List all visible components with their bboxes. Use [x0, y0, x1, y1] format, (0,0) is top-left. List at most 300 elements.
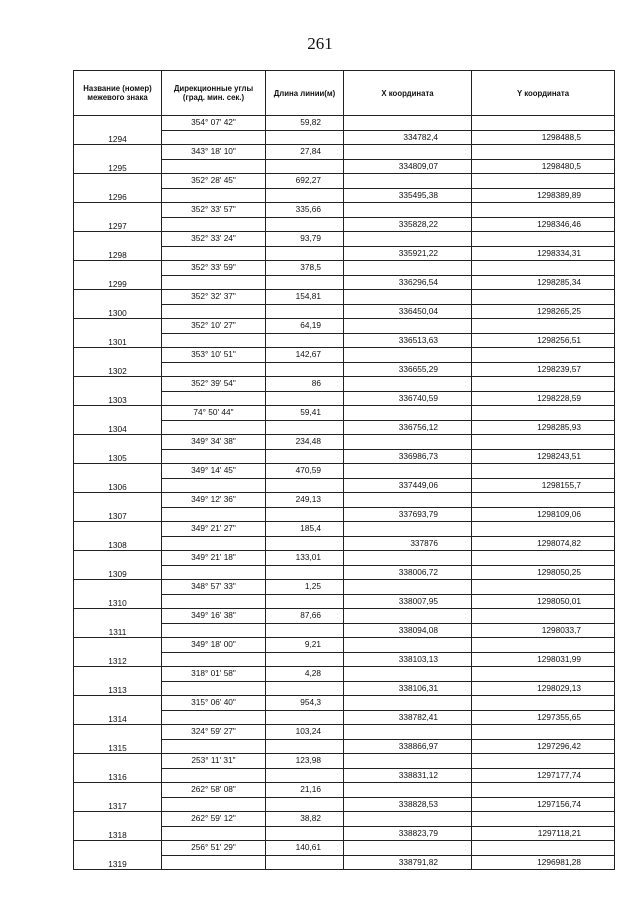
- header-y: Y координата: [472, 71, 615, 116]
- point-length-cell: [266, 855, 344, 870]
- direction-angle: 256° 51' 29": [162, 841, 266, 856]
- segment-name-cell: [74, 638, 162, 653]
- segment-y-cell: [472, 290, 615, 305]
- point-row: [74, 478, 615, 493]
- point-name: 1296: [74, 188, 162, 203]
- point-length-cell: [266, 391, 344, 406]
- point-length-cell: [266, 652, 344, 667]
- point-name: 1300: [74, 304, 162, 319]
- line-length: 378,5: [266, 261, 344, 276]
- direction-angle: 262° 59' 12": [162, 812, 266, 827]
- y-coordinate: 1298285,34: [472, 275, 615, 290]
- segment-row: [74, 174, 615, 189]
- y-coordinate: 1298488,5: [472, 130, 615, 145]
- segment-name-cell: [74, 696, 162, 711]
- y-coordinate: 1298243,51: [472, 449, 615, 464]
- segment-row: [74, 725, 615, 740]
- line-length: 59,82: [266, 116, 344, 131]
- segment-name-cell: [74, 522, 162, 537]
- point-angle-cell: [162, 449, 266, 464]
- direction-angle: 348° 57' 33": [162, 580, 266, 595]
- segment-name-cell: [74, 377, 162, 392]
- x-coordinate: 338782,41: [344, 710, 472, 725]
- page-number: 261: [307, 34, 333, 53]
- segment-y-cell: [472, 377, 615, 392]
- segment-name-cell: [74, 783, 162, 798]
- x-coordinate: 336740,59: [344, 391, 472, 406]
- segment-row: [74, 377, 615, 392]
- point-angle-cell: [162, 304, 266, 319]
- direction-angle: 354° 07' 42": [162, 116, 266, 131]
- point-row: [74, 797, 615, 812]
- point-angle-cell: [162, 652, 266, 667]
- segment-row: [74, 754, 615, 769]
- segment-name-cell: [74, 841, 162, 856]
- x-coordinate: 337693,79: [344, 507, 472, 522]
- direction-angle: 352° 32' 37": [162, 290, 266, 305]
- point-angle-cell: [162, 681, 266, 696]
- point-name: 1305: [74, 449, 162, 464]
- segment-row: [74, 232, 615, 247]
- table-header-row: [74, 71, 615, 116]
- segment-row: [74, 812, 615, 827]
- y-coordinate: 1298256,51: [472, 333, 615, 348]
- y-coordinate: 1298228,59: [472, 391, 615, 406]
- line-length: 86: [266, 377, 344, 392]
- x-coordinate: 334782,4: [344, 130, 472, 145]
- y-coordinate: 1298265,25: [472, 304, 615, 319]
- segment-x-cell: [344, 348, 472, 363]
- segment-x-cell: [344, 435, 472, 450]
- segment-name-cell: [74, 174, 162, 189]
- point-row: [74, 188, 615, 203]
- line-length: 93,79: [266, 232, 344, 247]
- segment-name-cell: [74, 406, 162, 421]
- point-angle-cell: [162, 420, 266, 435]
- segment-x-cell: [344, 290, 472, 305]
- segment-name-cell: [74, 319, 162, 334]
- segment-y-cell: [472, 261, 615, 276]
- point-angle-cell: [162, 536, 266, 551]
- segment-name-cell: [74, 551, 162, 566]
- point-length-cell: [266, 362, 344, 377]
- header-angle: Дирекционные углы (град. мин. сек.): [162, 71, 266, 116]
- x-coordinate: 338106,31: [344, 681, 472, 696]
- segment-row: [74, 406, 615, 421]
- y-coordinate: 1298480,5: [472, 159, 615, 174]
- segment-row: [74, 319, 615, 334]
- segment-x-cell: [344, 261, 472, 276]
- direction-angle: 315° 06' 40": [162, 696, 266, 711]
- segment-x-cell: [344, 551, 472, 566]
- segment-row: [74, 348, 615, 363]
- segment-name-cell: [74, 667, 162, 682]
- point-name: 1315: [74, 739, 162, 754]
- point-angle-cell: [162, 565, 266, 580]
- segment-name-cell: [74, 435, 162, 450]
- point-name: 1311: [74, 623, 162, 638]
- point-row: [74, 449, 615, 464]
- segment-row: [74, 290, 615, 305]
- direction-angle: 324° 59' 27": [162, 725, 266, 740]
- segment-name-cell: [74, 290, 162, 305]
- direction-angle: 352° 33' 24": [162, 232, 266, 247]
- segment-x-cell: [344, 116, 472, 131]
- segment-x-cell: [344, 580, 472, 595]
- segment-y-cell: [472, 609, 615, 624]
- point-length-cell: [266, 275, 344, 290]
- direction-angle: 352° 39' 54": [162, 377, 266, 392]
- point-row: [74, 246, 615, 261]
- point-angle-cell: [162, 710, 266, 725]
- y-coordinate: 1298050,01: [472, 594, 615, 609]
- segment-row: [74, 493, 615, 508]
- x-coordinate: 338866,97: [344, 739, 472, 754]
- segment-x-cell: [344, 754, 472, 769]
- point-angle-cell: [162, 188, 266, 203]
- segment-y-cell: [472, 174, 615, 189]
- y-coordinate: 1298155,7: [472, 478, 615, 493]
- x-coordinate: 335828,22: [344, 217, 472, 232]
- y-coordinate: 1298239,57: [472, 362, 615, 377]
- point-row: [74, 130, 615, 145]
- line-length: 4,28: [266, 667, 344, 682]
- point-row: [74, 826, 615, 841]
- segment-name-cell: [74, 609, 162, 624]
- line-length: 123,98: [266, 754, 344, 769]
- x-coordinate: 337876: [344, 536, 472, 551]
- point-row: [74, 304, 615, 319]
- point-row: [74, 652, 615, 667]
- point-angle-cell: [162, 797, 266, 812]
- line-length: 38,82: [266, 812, 344, 827]
- direction-angle: 74° 50' 44": [162, 406, 266, 421]
- x-coordinate: 336986,73: [344, 449, 472, 464]
- point-name: 1319: [74, 855, 162, 870]
- point-name: 1299: [74, 275, 162, 290]
- point-name: 1309: [74, 565, 162, 580]
- line-length: 335,66: [266, 203, 344, 218]
- segment-row: [74, 261, 615, 276]
- point-name: 1297: [74, 217, 162, 232]
- segment-name-cell: [74, 725, 162, 740]
- point-name: 1301: [74, 333, 162, 348]
- segment-y-cell: [472, 406, 615, 421]
- point-length-cell: [266, 304, 344, 319]
- x-coordinate: 336756,12: [344, 420, 472, 435]
- segment-y-cell: [472, 145, 615, 160]
- header-length: Длина линии(м): [266, 71, 344, 116]
- direction-angle: 318° 01' 58": [162, 667, 266, 682]
- direction-angle: 349° 12' 36": [162, 493, 266, 508]
- segment-y-cell: [472, 696, 615, 711]
- segment-x-cell: [344, 464, 472, 479]
- line-length: 140,61: [266, 841, 344, 856]
- segment-y-cell: [472, 464, 615, 479]
- point-row: [74, 507, 615, 522]
- point-length-cell: [266, 681, 344, 696]
- point-name: 1304: [74, 420, 162, 435]
- direction-angle: 349° 18' 00": [162, 638, 266, 653]
- segment-y-cell: [472, 348, 615, 363]
- direction-angle: 349° 21' 27": [162, 522, 266, 537]
- segment-y-cell: [472, 638, 615, 653]
- y-coordinate: 1298029,13: [472, 681, 615, 696]
- x-coordinate: 334809,07: [344, 159, 472, 174]
- y-coordinate: 1298050,25: [472, 565, 615, 580]
- segment-name-cell: [74, 348, 162, 363]
- line-length: 9,21: [266, 638, 344, 653]
- line-length: 59,41: [266, 406, 344, 421]
- point-angle-cell: [162, 478, 266, 493]
- line-length: 27,84: [266, 145, 344, 160]
- segment-y-cell: [472, 580, 615, 595]
- point-angle-cell: [162, 217, 266, 232]
- point-name: 1312: [74, 652, 162, 667]
- point-name: 1307: [74, 507, 162, 522]
- x-coordinate: 338791,82: [344, 855, 472, 870]
- segment-name-cell: [74, 493, 162, 508]
- point-length-cell: [266, 420, 344, 435]
- line-length: 21,16: [266, 783, 344, 798]
- y-coordinate: 1298074,82: [472, 536, 615, 551]
- y-coordinate: 1298346,46: [472, 217, 615, 232]
- point-name: 1316: [74, 768, 162, 783]
- line-length: 142,67: [266, 348, 344, 363]
- point-angle-cell: [162, 130, 266, 145]
- line-length: 954,3: [266, 696, 344, 711]
- point-length-cell: [266, 246, 344, 261]
- y-coordinate: 1297296,42: [472, 739, 615, 754]
- segment-row: [74, 841, 615, 856]
- point-name: 1294: [74, 130, 162, 145]
- x-coordinate: 336513,63: [344, 333, 472, 348]
- point-name: 1313: [74, 681, 162, 696]
- x-coordinate: 338094,08: [344, 623, 472, 638]
- x-coordinate: 336296,54: [344, 275, 472, 290]
- y-coordinate: 1298033,7: [472, 623, 615, 638]
- point-row: [74, 159, 615, 174]
- point-angle-cell: [162, 855, 266, 870]
- segment-x-cell: [344, 203, 472, 218]
- segment-y-cell: [472, 203, 615, 218]
- line-length: 692,27: [266, 174, 344, 189]
- header-name: Название (номер) межевого знака: [74, 71, 162, 116]
- point-length-cell: [266, 565, 344, 580]
- segment-row: [74, 522, 615, 537]
- x-coordinate: 338831,12: [344, 768, 472, 783]
- point-angle-cell: [162, 739, 266, 754]
- segment-x-cell: [344, 493, 472, 508]
- point-length-cell: [266, 826, 344, 841]
- x-coordinate: 338823,79: [344, 826, 472, 841]
- point-row: [74, 275, 615, 290]
- line-length: 154,81: [266, 290, 344, 305]
- point-name: 1308: [74, 536, 162, 551]
- x-coordinate: 335495,38: [344, 188, 472, 203]
- point-name: 1306: [74, 478, 162, 493]
- direction-angle: 349° 14' 45": [162, 464, 266, 479]
- point-angle-cell: [162, 246, 266, 261]
- segment-name-cell: [74, 261, 162, 276]
- y-coordinate: 1297118,21: [472, 826, 615, 841]
- point-row: [74, 768, 615, 783]
- y-coordinate: 1297355,65: [472, 710, 615, 725]
- segment-x-cell: [344, 232, 472, 247]
- y-coordinate: 1297177,74: [472, 768, 615, 783]
- line-length: 470,59: [266, 464, 344, 479]
- point-row: [74, 594, 615, 609]
- segment-row: [74, 116, 615, 131]
- point-name: 1310: [74, 594, 162, 609]
- y-coordinate: 1297156,74: [472, 797, 615, 812]
- point-name: 1314: [74, 710, 162, 725]
- point-name: 1298: [74, 246, 162, 261]
- x-coordinate: 335921,22: [344, 246, 472, 261]
- point-row: [74, 623, 615, 638]
- segment-y-cell: [472, 116, 615, 131]
- point-length-cell: [266, 217, 344, 232]
- y-coordinate: 1298334,31: [472, 246, 615, 261]
- segment-name-cell: [74, 203, 162, 218]
- point-length-cell: [266, 507, 344, 522]
- segment-x-cell: [344, 319, 472, 334]
- line-length: 133,01: [266, 551, 344, 566]
- direction-angle: 353° 10' 51": [162, 348, 266, 363]
- x-coordinate: 336450,04: [344, 304, 472, 319]
- y-coordinate: 1296981,28: [472, 855, 615, 870]
- segment-name-cell: [74, 116, 162, 131]
- segment-row: [74, 580, 615, 595]
- segment-x-cell: [344, 377, 472, 392]
- segment-x-cell: [344, 725, 472, 740]
- direction-angle: 253° 11' 31": [162, 754, 266, 769]
- point-row: [74, 536, 615, 551]
- point-angle-cell: [162, 623, 266, 638]
- point-length-cell: [266, 333, 344, 348]
- direction-angle: 343° 18' 10": [162, 145, 266, 160]
- segment-name-cell: [74, 145, 162, 160]
- point-length-cell: [266, 797, 344, 812]
- point-angle-cell: [162, 507, 266, 522]
- point-name: 1295: [74, 159, 162, 174]
- line-length: 1,25: [266, 580, 344, 595]
- segment-row: [74, 145, 615, 160]
- line-length: 234,48: [266, 435, 344, 450]
- y-coordinate: 1298109,06: [472, 507, 615, 522]
- segment-row: [74, 435, 615, 450]
- segment-y-cell: [472, 551, 615, 566]
- segment-row: [74, 609, 615, 624]
- point-row: [74, 681, 615, 696]
- segment-name-cell: [74, 754, 162, 769]
- direction-angle: 349° 34' 38": [162, 435, 266, 450]
- direction-angle: 352° 10' 27": [162, 319, 266, 334]
- point-angle-cell: [162, 594, 266, 609]
- x-coordinate: 338006,72: [344, 565, 472, 580]
- line-length: 87,66: [266, 609, 344, 624]
- point-length-cell: [266, 130, 344, 145]
- segment-x-cell: [344, 841, 472, 856]
- header-x: X координата: [344, 71, 472, 116]
- y-coordinate: 1298031,99: [472, 652, 615, 667]
- segment-row: [74, 783, 615, 798]
- point-name: 1302: [74, 362, 162, 377]
- point-length-cell: [266, 768, 344, 783]
- boundary-coordinates-table: [73, 70, 615, 870]
- x-coordinate: 338828,53: [344, 797, 472, 812]
- segment-x-cell: [344, 696, 472, 711]
- point-row: [74, 217, 615, 232]
- direction-angle: 349° 16' 38": [162, 609, 266, 624]
- segment-x-cell: [344, 783, 472, 798]
- table-body: [74, 116, 615, 870]
- line-length: 103,24: [266, 725, 344, 740]
- point-row: [74, 855, 615, 870]
- x-coordinate: 337449,06: [344, 478, 472, 493]
- line-length: 64,19: [266, 319, 344, 334]
- segment-row: [74, 464, 615, 479]
- segment-y-cell: [472, 319, 615, 334]
- point-angle-cell: [162, 275, 266, 290]
- point-name: 1318: [74, 826, 162, 841]
- segment-row: [74, 203, 615, 218]
- direction-angle: 349° 21' 18": [162, 551, 266, 566]
- line-length: 185,4: [266, 522, 344, 537]
- point-length-cell: [266, 449, 344, 464]
- segment-row: [74, 696, 615, 711]
- y-coordinate: 1298389,89: [472, 188, 615, 203]
- segment-name-cell: [74, 232, 162, 247]
- segment-name-cell: [74, 812, 162, 827]
- direction-angle: 352° 33' 59": [162, 261, 266, 276]
- segment-x-cell: [344, 406, 472, 421]
- point-row: [74, 565, 615, 580]
- point-row: [74, 333, 615, 348]
- point-name: 1317: [74, 797, 162, 812]
- segment-y-cell: [472, 841, 615, 856]
- point-row: [74, 739, 615, 754]
- segment-y-cell: [472, 812, 615, 827]
- point-angle-cell: [162, 362, 266, 377]
- segment-row: [74, 638, 615, 653]
- segment-y-cell: [472, 754, 615, 769]
- y-coordinate: 1298285,93: [472, 420, 615, 435]
- segment-x-cell: [344, 174, 472, 189]
- point-row: [74, 710, 615, 725]
- point-angle-cell: [162, 768, 266, 783]
- x-coordinate: 338103,13: [344, 652, 472, 667]
- segment-row: [74, 551, 615, 566]
- point-row: [74, 362, 615, 377]
- point-length-cell: [266, 710, 344, 725]
- point-angle-cell: [162, 333, 266, 348]
- segment-y-cell: [472, 522, 615, 537]
- point-length-cell: [266, 594, 344, 609]
- segment-x-cell: [344, 638, 472, 653]
- segment-x-cell: [344, 609, 472, 624]
- direction-angle: 262° 58' 08": [162, 783, 266, 798]
- segment-y-cell: [472, 232, 615, 247]
- segment-y-cell: [472, 667, 615, 682]
- point-name: 1303: [74, 391, 162, 406]
- point-angle-cell: [162, 391, 266, 406]
- point-row: [74, 391, 615, 406]
- direction-angle: 352° 33' 57": [162, 203, 266, 218]
- line-length: 249,13: [266, 493, 344, 508]
- point-length-cell: [266, 536, 344, 551]
- point-angle-cell: [162, 826, 266, 841]
